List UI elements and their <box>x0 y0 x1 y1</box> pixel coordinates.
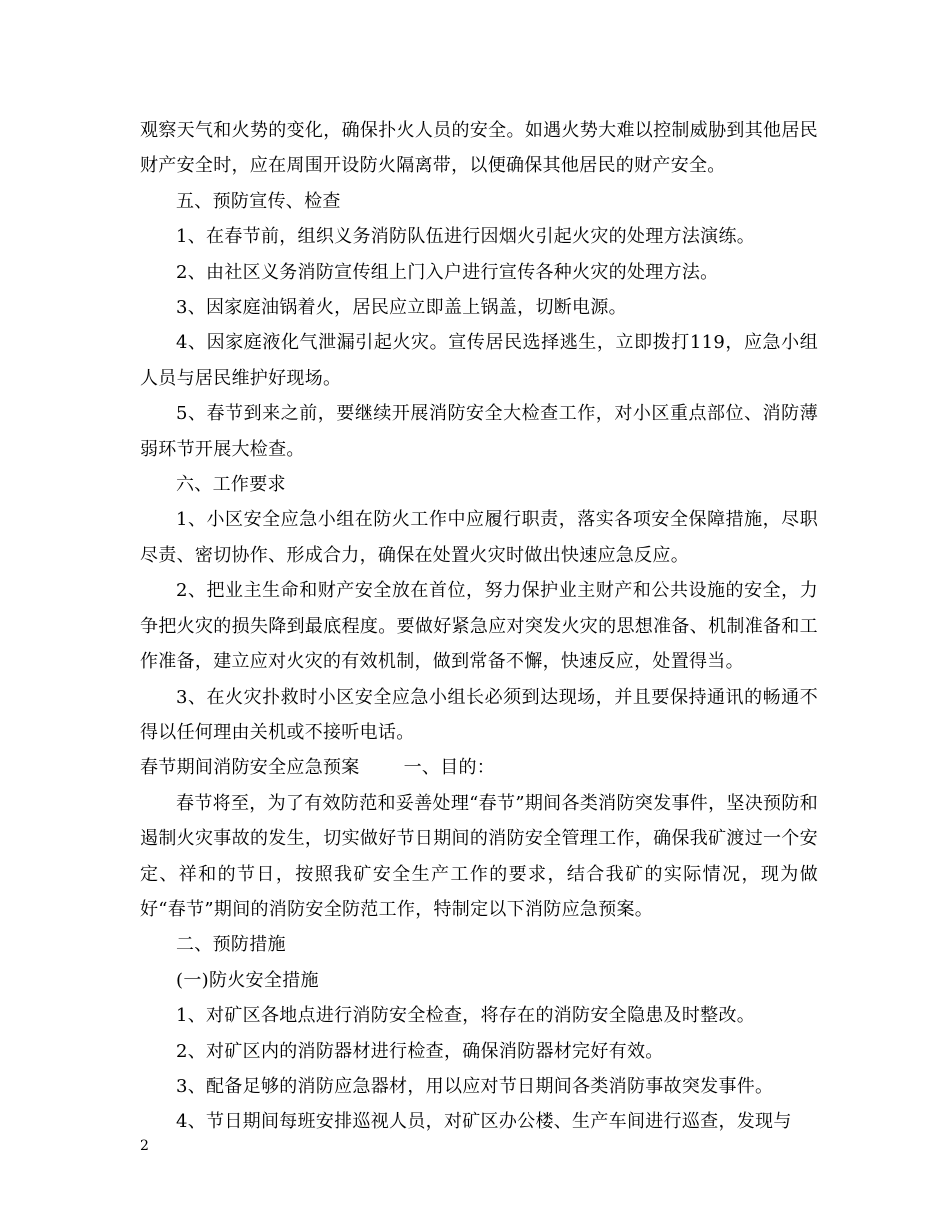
document-body <box>140 113 818 1140</box>
section-heading: 二、预防措施 <box>176 934 286 956</box>
paragraph: 2、对矿区内的消防器材进行检查，确保消防器材完好有效。 <box>176 1040 664 1062</box>
paragraph: 1、小区安全应急小组在防火工作中应履行职责，落实各项安全保障措施，尽职尽责、密切协作、形成合力，确保在处置火灾时做出快速应急反应。 <box>140 509 818 566</box>
page-number: 2 <box>140 1138 149 1154</box>
section-heading: 六、工作要求 <box>176 474 286 496</box>
document-title-line <box>140 750 818 785</box>
paragraph: 1、对矿区各地点进行消防安全检查，将存在的消防安全隐患及时整改。 <box>176 1005 756 1027</box>
paragraph: 4、因家庭液化气泄漏引起火灾。宣传居民选择逃生，立即拨打119，应急小组人员与居民维护好现场。 <box>140 332 818 389</box>
paragraph: 观察天气和火势的变化，确保扑火人员的安全。如遇火势大难以控制威胁到其他居民财产安全时，应在周围开设防火隔离带，以便确保其他居民的财产安全。 <box>140 120 818 177</box>
paragraph: 1、在春节前，组织义务消防队伍进行因烟火引起火灾的处理方法演练。 <box>176 226 756 248</box>
paragraph: 4、节日期间每班安排巡视人员，对矿区办公楼、生产车间进行巡查，发现与 <box>176 1111 792 1133</box>
paragraph: 春节将至，为了有效防范和妥善处理“春节”期间各类消防突发事件，坚决预防和遏制火灾事故的发生，切实做好节日期间的消防安全管理工作，确保我矿渡过一个安定、祥和的节日，按照我矿安全生产工作的要求，结合我矿的实际情况，现为做好“春节”期间的消防安全防范工作，特制定以下消防应急预案。 <box>140 792 818 920</box>
paragraph: 3、因家庭油锅着火，居民应立即盖上锅盖，切断电源。 <box>176 297 627 319</box>
section-heading: 五、预防宣传、检查 <box>176 190 341 212</box>
subsection-heading: (一)防火安全措施 <box>176 969 319 991</box>
document-title: 春节期间消防安全应急预案 <box>140 757 360 779</box>
paragraph: 2、由社区义务消防宣传组上门入户进行宣传各种火灾的处理方法。 <box>176 261 719 283</box>
paragraph: 2、把业主生命和财产安全放在首位，努力保护业主财产和公共设施的安全，力争把火灾的损失降到最底程度。要做好紧急应对突发火灾的思想准备、机制准备和工作准备，建立应对火灾的有效机制，做到常备不懈，快速反应，处置得当。 <box>140 580 818 673</box>
paragraph: 5、春节到来之前，要继续开展消防安全大检查工作，对小区重点部位、消防薄弱环节开展大检查。 <box>140 403 818 460</box>
paragraph: 3、在火灾扑救时小区安全应急小组长必须到达现场，并且要保持通讯的畅通不得以任何理由关机或不接听电话。 <box>140 686 818 743</box>
paragraph: 3、配备足够的消防应急器材，用以应对节日期间各类消防事故突发事件。 <box>176 1075 774 1097</box>
section-heading: 一、目的： <box>403 757 496 779</box>
